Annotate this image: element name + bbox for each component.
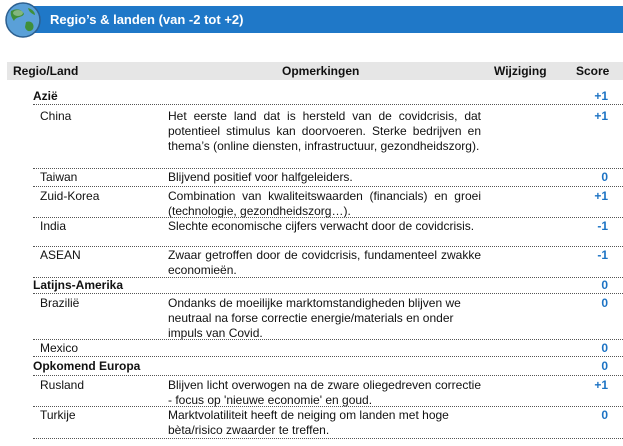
score-value: -1: [597, 219, 608, 233]
country-comment: Zwaar getroffen door de covidcrisis, fundamenteel zwakke economieën.: [168, 248, 481, 277]
row-separator: [33, 375, 623, 376]
row-separator: [33, 356, 623, 357]
country-name: Zuid-Korea: [40, 189, 100, 203]
score-value: 0: [601, 296, 608, 310]
globe-icon: [2, 0, 44, 40]
table-header: [7, 62, 623, 80]
country-name: India: [40, 219, 67, 233]
country-comment: Marktvolatiliteit heeft de neiging om landen met hoge bèta/risico zwaarder te treffen.: [168, 408, 449, 437]
region-name: Azië: [33, 89, 58, 103]
country-name: ASEAN: [40, 248, 81, 262]
score-value: 0: [601, 341, 608, 355]
country-comment: Ondanks de moeilijke marktomstandigheden blijven we neutraal na forse correctie energie/materials en onder impuls van Covid.: [168, 296, 461, 340]
score-value: +1: [594, 89, 608, 103]
country-comment: Het eerste land dat is hersteld van de covidcrisis, dat potentieel stimulus kan doorvoeren. Sterke bedrijven en thema’s (online diensten, infrastructuur, gezondheidszorg).: [168, 109, 481, 153]
row-separator: [33, 246, 623, 247]
country-comment: Slechte economische cijfers verwacht door de covidcrisis.: [168, 219, 475, 233]
score-value: +1: [594, 109, 608, 123]
row-separator: [33, 186, 623, 187]
country-name: Turkije: [40, 408, 76, 422]
region-name: Latijns-Amerika: [33, 278, 124, 292]
country-name: Mexico: [40, 341, 79, 355]
country-name: Rusland: [40, 378, 85, 392]
header-comments: Opmerkingen: [282, 64, 360, 78]
row-separator: [33, 339, 623, 340]
row-separator: [33, 217, 623, 218]
score-value: +1: [594, 189, 608, 203]
row-separator: [33, 406, 623, 407]
country-name: Taiwan: [40, 170, 78, 184]
country-name: China: [40, 109, 72, 123]
country-name: Brazilië: [40, 296, 80, 310]
row-separator: [33, 438, 623, 439]
score-value: 0: [601, 170, 608, 184]
score-value: +1: [594, 378, 608, 392]
score-value: 0: [601, 278, 608, 292]
header-region: Regio/Land: [13, 64, 79, 78]
header-change: Wijziging: [494, 64, 547, 78]
row-separator: [33, 168, 623, 169]
score-value: -1: [597, 248, 608, 262]
header-score: Score: [576, 64, 610, 78]
region-name: Opkomend Europa: [33, 359, 141, 373]
page-title: Regio’s & landen (van -2 tot +2): [50, 12, 244, 27]
title-bar: [0, 0, 623, 40]
country-comment: Blijvend positief voor halfgeleiders.: [168, 170, 353, 184]
score-value: 0: [601, 359, 608, 373]
row-separator: [33, 104, 623, 105]
country-comment: Blijven licht overwogen na de zware oliegedreven correctie - focus op 'nieuwe economie' en goud.: [168, 378, 481, 407]
score-value: 0: [601, 408, 608, 422]
row-separator: [33, 293, 623, 294]
country-comment: Combination van kwaliteitswaarden (financials) en groei (technologie, gezondheidszorg…).: [168, 189, 481, 218]
